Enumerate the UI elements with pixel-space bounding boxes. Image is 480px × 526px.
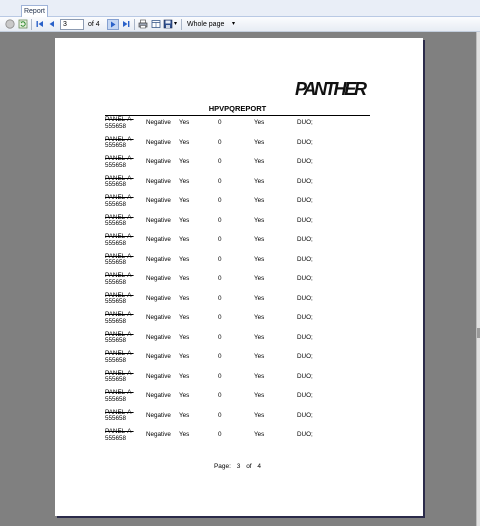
panel-id-line1: PANEL-A- bbox=[105, 135, 134, 143]
panel-id-line2: 555658 bbox=[105, 122, 127, 130]
last-page-icon[interactable] bbox=[121, 19, 131, 29]
col5-cell: Yes bbox=[254, 158, 265, 165]
col4-cell: 0 bbox=[218, 411, 222, 419]
col3-cell: Yes bbox=[179, 236, 190, 243]
col3-cell: Yes bbox=[179, 255, 190, 263]
panel-id-line1: PANEL-A- bbox=[105, 272, 134, 279]
col5-cell: Yes bbox=[254, 431, 265, 438]
panel-id-line2: 555658 bbox=[105, 142, 127, 149]
report-viewport[interactable] bbox=[0, 32, 476, 526]
report-rows bbox=[105, 115, 370, 447]
col6-cell: DUO; bbox=[297, 255, 313, 263]
col5-cell: Yes bbox=[254, 138, 265, 146]
result-cell: Negative bbox=[146, 353, 171, 360]
col3-cell: Yes bbox=[179, 138, 190, 146]
panel-id-cell bbox=[105, 117, 143, 130]
report-toolbar bbox=[0, 17, 480, 32]
result-cell: Negative bbox=[146, 275, 171, 282]
panel-id-cell bbox=[105, 176, 143, 189]
panel-id-line2: 555658 bbox=[105, 337, 127, 344]
col4-cell: 0 bbox=[218, 119, 222, 126]
report-row bbox=[105, 291, 370, 311]
result-cell: Negative bbox=[146, 314, 171, 321]
panel-id-line2: 555658 bbox=[105, 259, 127, 266]
panel-id-cell bbox=[105, 156, 143, 169]
col5-cell: Yes bbox=[254, 197, 265, 204]
col5-cell: Yes bbox=[254, 275, 265, 282]
panther-logo bbox=[295, 78, 369, 100]
report-row bbox=[105, 349, 370, 369]
panel-id-cell bbox=[105, 429, 143, 442]
col6-cell: DUO; bbox=[297, 216, 313, 224]
panel-id-cell bbox=[105, 332, 143, 345]
chevron-down-icon: ▾ bbox=[231, 21, 235, 27]
panel-id-line2: 555658 bbox=[105, 317, 127, 325]
print-icon[interactable] bbox=[138, 19, 148, 29]
col6-cell: DUO; bbox=[297, 353, 313, 360]
report-row bbox=[105, 252, 370, 272]
page-number-input[interactable]: 3 bbox=[60, 19, 84, 30]
report-row bbox=[105, 408, 370, 428]
col4-cell: 0 bbox=[218, 333, 222, 341]
zoom-select[interactable] bbox=[184, 19, 238, 30]
tab-strip bbox=[0, 0, 480, 17]
panel-id-line2: 555658 bbox=[105, 356, 127, 364]
report-row bbox=[105, 310, 370, 330]
result-cell: Negative bbox=[146, 158, 171, 165]
footer-page-number: 3 bbox=[236, 463, 241, 470]
logo-text: PANTHER bbox=[295, 79, 367, 99]
result-cell: Negative bbox=[146, 177, 171, 185]
panel-id-line1: PANEL-A- bbox=[105, 252, 134, 260]
col5-cell: Yes bbox=[254, 294, 265, 302]
panel-id-line2: 555658 bbox=[105, 181, 127, 188]
panel-id-line2: 555658 bbox=[105, 161, 127, 169]
report-row bbox=[105, 388, 370, 408]
report-row bbox=[105, 213, 370, 233]
col4-cell: 0 bbox=[218, 255, 222, 263]
col3-cell: Yes bbox=[179, 119, 190, 126]
refresh-icon[interactable] bbox=[18, 19, 28, 29]
report-page bbox=[55, 38, 423, 516]
col4-cell: 0 bbox=[218, 158, 222, 165]
col4-cell: 0 bbox=[218, 236, 222, 243]
footer-of-label: of bbox=[246, 463, 252, 470]
col3-cell: Yes bbox=[179, 411, 190, 419]
col5-cell: Yes bbox=[254, 236, 265, 243]
panel-id-line1: PANEL-A- bbox=[105, 408, 134, 416]
col3-cell: Yes bbox=[179, 431, 190, 438]
col5-cell: Yes bbox=[254, 372, 265, 380]
col6-cell: DUO; bbox=[297, 138, 313, 146]
col5-cell: Yes bbox=[254, 314, 265, 321]
col4-cell: 0 bbox=[218, 314, 222, 321]
footer-total-pages: 4 bbox=[257, 463, 262, 470]
col4-cell: 0 bbox=[218, 197, 222, 204]
prev-page-icon[interactable] bbox=[47, 19, 57, 29]
col6-cell: DUO; bbox=[297, 119, 313, 126]
panel-id-cell bbox=[105, 410, 143, 423]
report-title: HPVPQREPORT bbox=[208, 104, 267, 113]
col4-cell: 0 bbox=[218, 177, 222, 185]
col6-cell: DUO; bbox=[297, 314, 313, 321]
stop-icon[interactable] bbox=[5, 19, 15, 29]
col6-cell: DUO; bbox=[297, 392, 313, 399]
panel-id-cell bbox=[105, 293, 143, 306]
result-cell: Negative bbox=[146, 372, 171, 380]
result-cell: Negative bbox=[146, 392, 171, 399]
panel-id-line2: 555658 bbox=[105, 278, 127, 286]
panel-id-cell bbox=[105, 390, 143, 403]
panel-id-line1: PANEL-A- bbox=[105, 428, 134, 435]
zoom-value: Whole page bbox=[187, 21, 225, 28]
total-pages: 4 bbox=[95, 21, 100, 28]
of-label: of bbox=[88, 21, 94, 28]
result-cell: Negative bbox=[146, 333, 171, 341]
col3-cell: Yes bbox=[179, 294, 190, 302]
panel-id-line1: PANEL-A- bbox=[105, 311, 134, 318]
panel-id-cell bbox=[105, 351, 143, 364]
col3-cell: Yes bbox=[179, 314, 190, 321]
col5-cell: Yes bbox=[254, 255, 265, 263]
col3-cell: Yes bbox=[179, 216, 190, 224]
panel-id-cell bbox=[105, 371, 143, 384]
col6-cell: DUO; bbox=[297, 275, 313, 282]
panel-id-line2: 555658 bbox=[105, 220, 127, 227]
panel-id-line1: PANEL-A- bbox=[105, 155, 134, 162]
panel-id-cell bbox=[105, 273, 143, 286]
col5-cell: Yes bbox=[254, 119, 265, 126]
report-row bbox=[105, 232, 370, 252]
result-cell: Negative bbox=[146, 255, 171, 263]
of-total-label bbox=[88, 19, 100, 30]
panel-id-cell bbox=[105, 254, 143, 267]
col6-cell: DUO; bbox=[297, 411, 313, 419]
tab-report[interactable]: Report bbox=[21, 5, 48, 17]
next-page-icon[interactable] bbox=[107, 19, 119, 30]
panel-id-line1: PANEL-A- bbox=[105, 369, 134, 377]
report-row bbox=[105, 174, 370, 194]
report-row bbox=[105, 135, 370, 155]
col3-cell: Yes bbox=[179, 275, 190, 282]
col6-cell: DUO; bbox=[297, 333, 313, 341]
panel-id-line2: 555658 bbox=[105, 415, 127, 422]
col3-cell: Yes bbox=[179, 177, 190, 185]
col6-cell: DUO; bbox=[297, 431, 313, 438]
col6-cell: DUO; bbox=[297, 158, 313, 165]
panel-id-line1: PANEL-A- bbox=[105, 213, 134, 221]
result-cell: Negative bbox=[146, 119, 171, 126]
col3-cell: Yes bbox=[179, 353, 190, 360]
panel-id-line1: PANEL-A- bbox=[105, 389, 134, 396]
result-cell: Negative bbox=[146, 197, 171, 204]
panel-id-line1: PANEL-A- bbox=[105, 174, 134, 182]
result-cell: Negative bbox=[146, 411, 171, 419]
col3-cell: Yes bbox=[179, 158, 190, 165]
panel-id-line1: PANEL-A- bbox=[105, 350, 134, 357]
col4-cell: 0 bbox=[218, 294, 222, 302]
export-icon[interactable] bbox=[163, 19, 173, 29]
panel-id-cell bbox=[105, 312, 143, 325]
report-row bbox=[105, 271, 370, 291]
col5-cell: Yes bbox=[254, 177, 265, 185]
col6-cell: DUO; bbox=[297, 197, 313, 204]
panel-id-line1: PANEL-A- bbox=[105, 194, 134, 201]
col6-cell: DUO; bbox=[297, 177, 313, 185]
report-row bbox=[105, 330, 370, 350]
col6-cell: DUO; bbox=[297, 294, 313, 302]
col3-cell: Yes bbox=[179, 333, 190, 341]
col5-cell: Yes bbox=[254, 392, 265, 399]
toolbar-separator bbox=[31, 19, 32, 30]
result-cell: Negative bbox=[146, 216, 171, 224]
panel-id-line2: 555658 bbox=[105, 200, 127, 208]
report-row bbox=[105, 427, 370, 447]
col4-cell: 0 bbox=[218, 353, 222, 360]
panel-id-line2: 555658 bbox=[105, 395, 127, 403]
toolbar-separator bbox=[134, 19, 135, 30]
col6-cell: DUO; bbox=[297, 372, 313, 380]
toolbar-separator bbox=[181, 19, 182, 30]
vertical-scrollbar[interactable] bbox=[476, 32, 480, 526]
first-page-icon[interactable] bbox=[35, 19, 45, 29]
report-row bbox=[105, 369, 370, 389]
panel-id-line2: 555658 bbox=[105, 239, 127, 247]
col6-cell: DUO; bbox=[297, 236, 313, 243]
col3-cell: Yes bbox=[179, 372, 190, 380]
report-row bbox=[105, 115, 370, 135]
footer-page-label: Page: bbox=[213, 463, 231, 470]
panel-id-cell bbox=[105, 137, 143, 150]
col4-cell: 0 bbox=[218, 216, 222, 224]
result-cell: Negative bbox=[146, 294, 171, 302]
col4-cell: 0 bbox=[218, 372, 222, 380]
panel-id-line2: 555658 bbox=[105, 298, 127, 305]
panel-id-line2: 555658 bbox=[105, 376, 127, 383]
panel-id-line2: 555658 bbox=[105, 434, 127, 442]
col3-cell: Yes bbox=[179, 392, 190, 399]
col3-cell: Yes bbox=[179, 197, 190, 204]
col5-cell: Yes bbox=[254, 353, 265, 360]
result-cell: Negative bbox=[146, 138, 171, 146]
panel-id-cell bbox=[105, 234, 143, 247]
result-cell: Negative bbox=[146, 431, 171, 438]
col4-cell: 0 bbox=[218, 275, 222, 282]
report-row bbox=[105, 154, 370, 174]
col4-cell: 0 bbox=[218, 138, 222, 146]
panel-id-line1: PANEL-A- bbox=[105, 116, 134, 123]
col5-cell: Yes bbox=[254, 216, 265, 224]
page-footer bbox=[105, 463, 370, 471]
col4-cell: 0 bbox=[218, 431, 222, 438]
panel-id-line1: PANEL-A- bbox=[105, 330, 134, 338]
col5-cell: Yes bbox=[254, 411, 265, 419]
page-setup-icon[interactable] bbox=[151, 19, 161, 29]
result-cell: Negative bbox=[146, 236, 171, 243]
panel-id-line1: PANEL-A- bbox=[105, 291, 134, 299]
col5-cell: Yes bbox=[254, 333, 265, 341]
report-row bbox=[105, 193, 370, 213]
panel-id-cell bbox=[105, 215, 143, 228]
col4-cell: 0 bbox=[218, 392, 222, 399]
export-dropdown-arrow-icon[interactable]: ▾ bbox=[174, 21, 178, 27]
panel-id-line1: PANEL-A- bbox=[105, 233, 134, 240]
panel-id-cell bbox=[105, 195, 143, 208]
